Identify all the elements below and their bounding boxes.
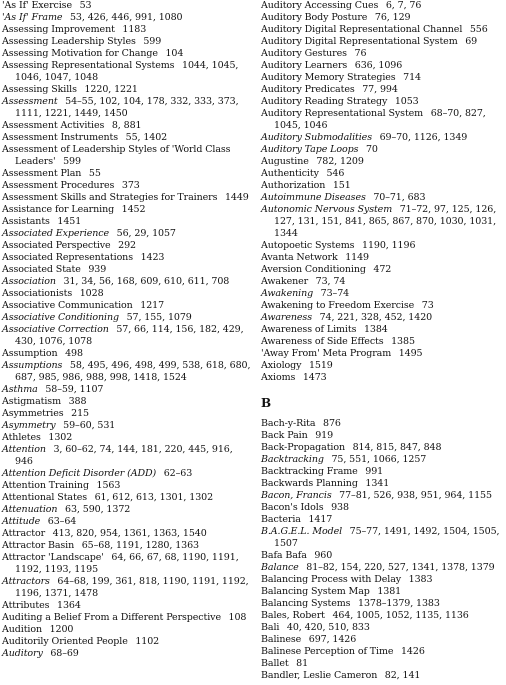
index-page-refs: 6, 7, 76 [385,0,422,11]
index-page-refs: 782, 1209 [316,156,364,167]
index-term: Assessing Leadership Styles [2,36,136,47]
index-page-refs: 74, 221, 328, 452, 1420 [319,312,433,323]
index-term: Assessment Instruments [2,132,119,143]
index-entry [261,610,505,622]
index-term: 'Away From' Meta Program [261,348,392,359]
index-entry [261,144,505,156]
index-page-refs: 1452 [121,204,146,215]
index-term: Balinese Perception of Time [261,646,394,657]
index-page-refs: 69–70, 1126, 1349 [379,132,468,143]
index-page-refs: 413, 820, 954, 1361, 1363, 1540 [52,528,207,539]
index-entry [2,84,252,96]
index-entry [2,36,252,48]
index-page-refs: 82, 141 [384,670,421,681]
index-entry [261,574,505,586]
index-term: Assumption [2,348,58,359]
index-term: Attitude [2,516,41,527]
index-entry [2,408,252,420]
index-page-refs: 64, 66, 67, 68, 1190, 1191, 1192, 1193, 1195 [15,552,239,575]
index-page-refs: 714 [403,72,421,83]
index-entry [261,132,505,144]
index-entry [2,96,252,120]
index-term: Back Pain [261,430,308,441]
index-entry [261,372,505,384]
index-entry [2,468,252,480]
index-entry [261,156,505,168]
index-term: Assessing Representational Systems [2,60,175,71]
index-page-refs: 472 [373,264,392,275]
index-entry [261,300,505,312]
index-entry [261,658,505,670]
index-entry [2,360,252,384]
index-page-refs: 71–72, 97, 125, 126, 127, 131, 151, 841, 865, 867, 870, 1030, 1031, 1344 [274,204,497,239]
index-entry [2,240,252,252]
index-term: Assistants [2,216,50,227]
index-term: Assessment of Leadership Styles of 'World Class Leaders' [2,144,231,167]
index-entry [2,48,252,60]
index-page-refs: 75–77, 1491, 1492, 1504, 1505, 1507 [274,526,500,549]
index-term: Autonomic Nervous System [261,204,393,215]
index-entry [261,12,505,24]
index-page-refs: 3, 60–62, 74, 144, 181, 220, 445, 916, 946 [15,444,233,467]
index-term: Assumptions [2,360,63,371]
index-entry [261,72,505,84]
index-term: Auditory [2,648,43,659]
index-term: Assistance for Learning [2,204,115,215]
index-entry [2,516,252,528]
index-entry [2,636,252,648]
index-term: Associated Representations [2,252,133,263]
index-page-refs: 1417 [308,514,333,525]
index-entry [2,60,252,84]
index-page-refs: 53, 426, 446, 991, 1080 [69,12,183,23]
index-page-refs: 57, 155, 1079 [126,312,192,323]
index-page-refs: 1519 [308,360,333,371]
index-page-refs: 81–82, 154, 220, 527, 1341, 1378, 1379 [306,562,495,573]
index-entry [261,490,505,502]
index-term: Attention Training [2,480,89,491]
index-page-refs: 697, 1426 [308,634,357,645]
index-term: Back-Propagation [261,442,346,453]
index-page-refs: 1200 [49,624,74,635]
index-term: Auditory Tape Loops [261,144,359,155]
index-page-refs: 73–74 [320,288,350,299]
index-term: Audition [2,624,42,635]
index-entry [261,478,505,490]
index-page-refs: 63, 590, 1372 [65,504,131,515]
index-page-refs: 1364 [57,600,81,611]
index-page-refs: 73 [421,300,434,311]
index-term: Balancing Systems [261,598,351,609]
index-entry [2,504,252,516]
index-page-refs: 556 [469,24,488,35]
index-page-refs: 1044, 1045, 1046, 1047, 1048 [15,60,239,83]
index-term: Awareness [261,312,312,323]
index-page-refs: 40, 420, 510, 833 [286,622,370,633]
index-term: Attention [2,444,46,455]
index-page-refs: 77–81, 526, 938, 951, 964, 1155 [339,490,492,501]
index-term: Attention Deficit Disorder (ADD) [2,468,157,479]
index-page-refs: 1449 [224,192,249,203]
index-entry [2,384,252,396]
index-term: Aversion Conditioning [261,264,366,275]
index-page-refs: 388 [68,396,87,407]
index-term: Associative Correction [2,324,109,335]
index-page-refs: 960 [314,550,333,561]
index-term: Balancing Process with Delay [261,574,402,585]
index-page-refs: 65–68, 1191, 1280, 1363 [81,540,199,551]
index-entry [261,418,505,430]
index-entry [2,444,252,468]
index-entry [2,12,252,24]
index-page-refs: 31, 34, 56, 168, 609, 610, 611, 708 [63,276,230,287]
index-term: Bandler, Leslie Cameron [261,670,378,681]
index-page-refs: 292 [118,240,136,251]
index-entry [2,0,252,12]
index-page-refs: 1028 [79,288,104,299]
index-term: Association [2,276,56,287]
index-entry [261,96,505,108]
index-entry [2,252,252,264]
index-term: Autoimmune Diseases [261,192,366,203]
index-term: Assessment Activities [2,120,105,131]
index-entry [261,646,505,658]
index-term: Awakening [261,288,314,299]
index-page-refs: 8, 881 [111,120,142,131]
index-page-refs: 1378–1379, 1383 [358,598,440,609]
index-page-refs: 938 [331,502,349,513]
index-term: Assessment [2,96,58,107]
index-page-refs: 1341 [365,478,390,489]
index-term: Bacteria [261,514,301,525]
index-page-refs: 58–59, 1107 [45,384,104,395]
index-entry [2,528,252,540]
index-term: B.A.G.E.L. Model [261,526,343,537]
index-entry [2,300,252,312]
index-page-refs: 215 [71,408,89,419]
index-term: Auditing a Belief From a Different Perspective [2,612,221,623]
index-entry [261,288,505,300]
index-page-refs: 54–55, 102, 104, 178, 332, 333, 373, 1111, 1221, 1449, 1450 [15,96,239,119]
index-term: Auditory Body Posture [261,12,368,23]
index-entry [261,622,505,634]
index-entry [261,360,505,372]
index-page-refs: 498 [65,348,83,359]
index-term: Associative Communication [2,300,133,311]
index-entry [2,348,252,360]
index-entry [261,240,505,252]
index-page-refs: 599 [143,36,162,47]
index-entry [261,60,505,72]
index-entry [2,180,252,192]
index-entry [261,430,505,442]
index-entry [2,576,252,600]
index-entry [261,180,505,192]
index-entry [261,562,505,574]
index-entry [2,168,252,180]
index-entry [2,144,252,168]
index-entry [261,36,505,48]
index-entry [261,264,505,276]
index-page-refs: 61, 612, 613, 1301, 1302 [94,492,214,503]
index-entry [2,264,252,276]
index-term: Assessing Motivation for Change [2,48,158,59]
index-page-refs: 1495 [398,348,423,359]
index-page-refs: 62–63 [163,468,193,479]
index-page-refs: 77, 994 [362,84,398,95]
index-entry [2,552,252,576]
index-entry [261,312,505,324]
index-page-refs: 1473 [302,372,327,383]
index-page-refs: 599 [63,156,81,167]
index-term: Associated State [2,264,81,275]
index-entry [261,502,505,514]
index-page-refs: 1183 [122,24,147,35]
index-term: 'As If' Exercise [2,0,72,11]
index-term: 'As If' Frame [2,12,63,23]
index-entry [261,336,505,348]
index-entry [2,600,252,612]
index-entry [2,492,252,504]
index-term: Balancing System Map [261,586,370,597]
index-term: Awakener [261,276,309,287]
index-term: Attractor [2,528,46,539]
index-page-refs: 1385 [391,336,415,347]
index-entry [261,670,505,682]
index-entry [261,324,505,336]
index-term: Ballet [261,658,289,669]
index-page-refs: 57, 66, 114, 156, 182, 429, 430, 1076, 1078 [15,324,244,347]
index-page-refs: 68–70, 827, 1045, 1046 [274,108,486,131]
index-page-refs: 70–71, 683 [373,192,426,203]
section-heading: B [261,396,272,410]
index-page-refs: 1383 [408,574,433,585]
index-page-refs: 81 [296,658,309,669]
index-term: Awareness of Side Effects [261,336,384,347]
index-page-refs: 1381 [377,586,402,597]
index-term: Backwards Planning [261,478,358,489]
index-page-refs: 1149 [345,252,369,263]
index-page-refs: 1384 [363,324,388,335]
index-term: Bach-y-Rita [261,418,316,429]
index-term: Attenuation [2,504,58,515]
index-page-refs: 546 [326,168,345,179]
index-entry [2,276,252,288]
index-entry [2,216,252,228]
index-term: Associated Perspective [2,240,111,251]
index-term: Attractor Basin [2,540,75,551]
index-term: Avanta Network [261,252,338,263]
index-entry [261,348,505,360]
index-entry [261,84,505,96]
index-entry [2,540,252,552]
index-page-refs: 1102 [135,636,160,647]
index-entry [2,312,252,324]
index-term: Auditory Accessing Cues [261,0,379,11]
index-entry [2,120,252,132]
index-page-refs: 1423 [140,252,165,263]
index-page-refs: 55 [88,168,101,179]
index-term: Attractor 'Landscape' [2,552,104,563]
index-term: Auditory Gestures [261,48,347,59]
index-term: Associated Experience [2,228,110,239]
index-page-refs: 1053 [394,96,419,107]
index-term: Bacon, Francis [261,490,332,501]
index-term: Asymmetries [2,408,64,419]
index-term: Associative Conditioning [2,312,119,323]
index-entry [2,396,252,408]
index-page-refs: 151 [332,180,351,191]
index-term: Authorization [261,180,326,191]
index-term: Bafa Bafa [261,550,307,561]
index-term: Auditorily Oriented People [2,636,128,647]
index-page-refs: 1563 [96,480,121,491]
index-page-refs: 876 [323,418,341,429]
index-term: Assessment Plan [2,168,82,179]
index-entry [261,598,505,610]
index-entry [261,454,505,466]
index-page-refs: 56, 29, 1057 [116,228,176,239]
index-entry [2,432,252,444]
index-term: Bali [261,622,280,633]
index-term: Balinese [261,634,302,645]
index-page-refs: 1451 [57,216,82,227]
index-term: Auditory Predicates [261,84,355,95]
index-term: Awakening to Freedom Exercise [261,300,415,311]
index-term: Asthma [2,384,38,395]
index-page-refs: 1426 [400,646,425,657]
index-entry [2,288,252,300]
index-entry [2,420,252,432]
index-page-refs: 58, 495, 496, 498, 499, 538, 618, 680, 687, 985, 986, 988, 998, 1418, 1524 [15,360,251,383]
index-entry [261,276,505,288]
index-page-refs: 814, 815, 847, 848 [352,442,442,453]
index-entry [2,612,252,624]
index-page-refs: 69 [465,36,478,47]
index-term: Axioms [261,372,296,383]
index-page-refs: 939 [88,264,107,275]
index-entry [261,192,505,204]
index-page-refs: 70 [365,144,378,155]
index-entry [261,634,505,646]
index-term: Attractors [2,576,50,587]
index-term: Backtracking Frame [261,466,358,477]
index-term: Autopoetic Systems [261,240,355,251]
index-entry [261,108,505,132]
index-term: Auditory Learners [261,60,348,71]
index-term: Assessing Improvement [2,24,115,35]
index-term: Assessment Skills and Strategies for Trainers [2,192,218,203]
index-term: Balance [261,562,299,573]
index-term: Asymmetry [2,420,56,431]
index-term: Astigmatism [2,396,61,407]
index-page-refs: 76 [354,48,367,59]
index-page-refs: 53 [79,0,92,11]
index-page-refs: 63–64 [47,516,77,527]
index-entry [261,442,505,454]
index-term: Awareness of Limits [261,324,357,335]
index-term: Auditory Representational System [261,108,424,119]
index-entry [261,204,505,240]
index-entry [2,192,252,204]
index-term: Athletes [2,432,41,443]
index-term: Bales, Robert [261,610,325,621]
index-term: Auditory Submodalities [261,132,372,143]
index-entry [2,624,252,636]
index-entry [2,24,252,36]
index-term: Attentional States [2,492,87,503]
index-entry [261,48,505,60]
index-entry [2,324,252,348]
index-page-refs: 1302 [48,432,73,443]
index-page-refs: 991 [365,466,384,477]
index-entry [2,228,252,240]
index-entry [261,0,505,12]
index-entry [261,24,505,36]
index-term: Augustine [261,156,309,167]
index-entry [2,132,252,144]
index-entry [2,480,252,492]
index-page-refs: 373 [121,180,140,191]
index-term: Bacon's Idols [261,502,324,513]
index-page-refs: 636, 1096 [354,60,403,71]
index-entry [261,586,505,598]
index-page-refs: 919 [315,430,334,441]
index-term: Auditory Digital Representational System [261,36,458,47]
index-page-refs: 108 [228,612,247,623]
index-page-refs: 104 [165,48,184,59]
index-term: Authenticity [261,168,319,179]
index-page-refs: 55, 1402 [125,132,168,143]
index-page-refs: 1220, 1221 [84,84,138,95]
index-entry [261,514,505,526]
index-page-refs: 1190, 1196 [362,240,416,251]
index-term: Associationists [2,288,73,299]
index-entry [261,526,505,550]
index-page-refs: 64–68, 199, 361, 818, 1190, 1191, 1192, 1196, 1371, 1478 [15,576,249,599]
index-term: Assessing Skills [2,84,77,95]
index-entry [261,252,505,264]
index-entry [2,648,252,660]
index-page-refs: 1217 [140,300,165,311]
index-column-right [261,0,505,682]
index-page-refs: 73, 74 [315,276,346,287]
index-term: Backtracking [261,454,324,465]
index-page-refs: 59–60, 531 [63,420,116,431]
index-page-refs: 464, 1005, 1052, 1135, 1136 [332,610,469,621]
index-term: Auditory Reading Strategy [261,96,388,107]
index-term: Assessment Procedures [2,180,115,191]
index-entry [261,168,505,180]
index-term: Auditory Memory Strategies [261,72,396,83]
index-term: Attributes [2,600,50,611]
index-entry [2,204,252,216]
index-term: Auditory Digital Representational Channel [261,24,463,35]
index-page-refs: 68–69 [50,648,79,659]
index-page-refs: 75, 551, 1066, 1257 [331,454,427,465]
index-page-refs: 76, 129 [374,12,411,23]
index-column-left [2,0,252,660]
index-entry [261,550,505,562]
index-entry [261,466,505,478]
index-term: Axiology [261,360,302,371]
